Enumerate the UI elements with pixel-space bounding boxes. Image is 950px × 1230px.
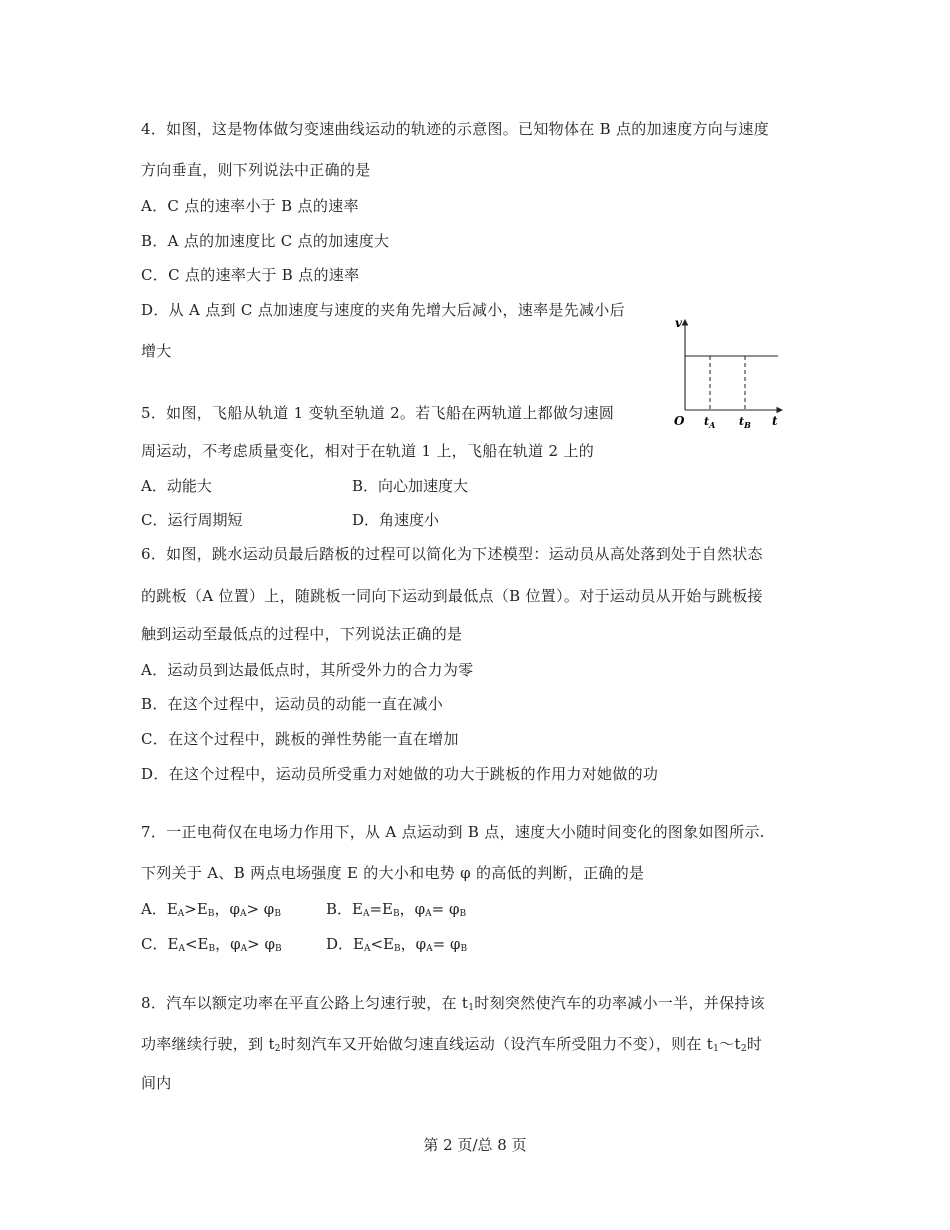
q7-option-b: B．$E_A=E_B$，$\varphi_A= \varphi_B$: [326, 900, 467, 919]
q7-option-a: A．$E_A>E_B$，$\varphi_A> \varphi_B$: [141, 900, 281, 919]
page-footer: 第 2 页/总 8 页: [423, 1136, 527, 1154]
x-axis-label: t: [772, 414, 778, 428]
q4-stem-line1: 4．如图，这是物体做匀变速曲线运动的轨迹的示意图。已知物体在 B 点的加速度方向与速度: [141, 120, 770, 138]
q4-option-d: D．从 A 点到 C 点加速度与速度的夹角先增大后减小，速率是先减小后: [141, 301, 625, 319]
q6-stem-line2: 的跳板（A 位置）上，随跳板一同向下运动到最低点（B 位置）。对于运动员从开始与跳板接: [141, 587, 763, 605]
q4-option-a: A．C 点的速率小于 B 点的速率: [141, 197, 359, 215]
q8-stem-line3: 间内: [141, 1074, 172, 1092]
tick-label-tb: $t_B$: [739, 415, 751, 430]
q7-stem-line1: 7．一正电荷仅在电场力作用下，从 A 点运动到 B 点，速度大小随时间变化的图象如图所示.: [141, 823, 765, 841]
origin-label: O: [674, 414, 685, 428]
q6-stem-line1: 6．如图，跳水运动员最后踏板的过程可以简化为下述模型：运动员从高处落到处于自然状态: [141, 545, 763, 563]
q6-option-c: C．在这个过程中，跳板的弹性势能一直在增加: [141, 730, 459, 748]
q5-option-a: A．动能大: [141, 477, 212, 495]
tick-label-ta: $t_A$: [704, 415, 716, 430]
q4-option-c: C．C 点的速率大于 B 点的速率: [141, 266, 360, 284]
q7-option-c: C．$E_A<E_B$，$\varphi_A> \varphi_B$: [141, 935, 282, 954]
velocity-time-graph: [668, 312, 793, 430]
q7-option-d: D．$E_A<E_B$，$\varphi_A= \varphi_B$: [326, 935, 468, 954]
q8-stem-line1: 8．汽车以额定功率在平直公路上匀速行驶，在 $t_1$时刻突然使汽车的功率减小一半，并保持该: [141, 994, 765, 1013]
y-axis-label: v: [675, 316, 682, 330]
q4-option-d-continued: 增大: [141, 342, 172, 360]
q6-option-a: A．运动员到达最低点时，其所受外力的合力为零: [141, 661, 474, 679]
q4-stem-line2: 方向垂直，则下列说法中正确的是: [141, 161, 371, 179]
q5-stem-line1: 5．如图，飞船从轨道 1 变轨至轨道 2。若飞船在两轨道上都做匀速圆: [141, 404, 615, 422]
q8-stem-line2: 功率继续行驶，到 $t_2$时刻汽车又开始做匀速直线运动（设汽车所受阻力不变），则在 $t_1\sim t_2$时: [141, 1035, 763, 1054]
q4-option-b: B．A 点的加速度比 C 点的加速度大: [141, 232, 390, 250]
q7-stem-line2: 下列关于 A、B 两点电场强度 E 的大小和电势 φ 的高低的判断，正确的是: [141, 864, 645, 882]
q6-option-b: B．在这个过程中，运动员的动能一直在减小: [141, 695, 444, 713]
q5-option-b: B．向心加速度大: [352, 477, 469, 495]
q5-option-c: C．运行周期短: [141, 511, 243, 529]
q6-option-d: D．在这个过程中，运动员所受重力对她做的功大于跳板的作用力对她做的功: [141, 765, 659, 783]
q5-stem-line2: 周运动，不考虑质量变化，相对于在轨道 1 上，飞船在轨道 2 上的: [141, 442, 595, 460]
q5-option-d: D．角速度小: [352, 511, 440, 529]
q6-stem-line3: 触到运动至最低点的过程中，下列说法正确的是: [141, 625, 463, 643]
